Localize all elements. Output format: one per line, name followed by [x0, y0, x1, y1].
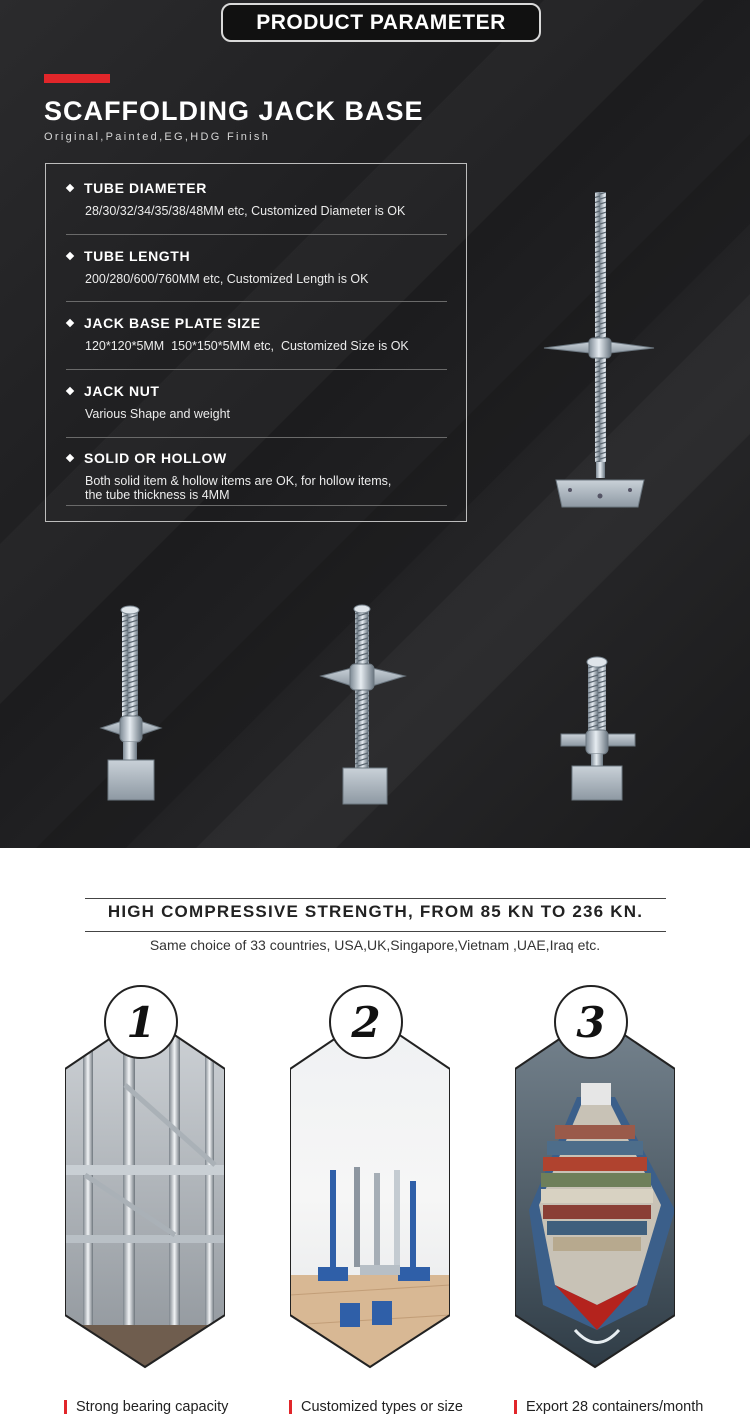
hollow-jack-base-image — [98, 604, 164, 804]
jack-base-image — [540, 190, 660, 510]
diamond-bullet-icon — [66, 319, 74, 327]
feature-card-3 — [515, 985, 675, 1370]
step-number-badge: 2 — [329, 985, 403, 1059]
spec-item — [66, 248, 446, 286]
caption-marker — [289, 1400, 292, 1414]
feature-card-1 — [65, 985, 225, 1370]
spec-text: Both solid item & hollow items are OK, for hollow items, — [85, 474, 392, 488]
product-title: SCAFFOLDING JACK BASE — [44, 96, 424, 126]
caption-text: Customized types or size — [301, 1399, 463, 1415]
caption-marker — [514, 1400, 517, 1414]
divider — [85, 931, 666, 932]
divider — [66, 505, 447, 506]
diamond-bullet-icon — [66, 184, 74, 192]
feature-card-2 — [290, 985, 450, 1370]
spec-text: 120*120*5MM 150*150*5MM etc, Customized Size is OK — [85, 339, 409, 353]
spec-item — [66, 315, 446, 353]
spec-heading: TUBE DIAMETER — [84, 180, 207, 196]
spec-heading: JACK NUT — [84, 383, 160, 399]
section-banner: PRODUCT PARAMETER — [221, 3, 541, 42]
feature-caption-2 — [289, 1399, 463, 1415]
diamond-bullet-icon — [66, 252, 74, 260]
feature-caption-3 — [514, 1399, 703, 1415]
diamond-bullet-icon — [66, 454, 74, 462]
caption-text: Strong bearing capacity — [76, 1399, 229, 1415]
step-number-badge: 3 — [554, 985, 628, 1059]
divider — [85, 898, 666, 899]
diamond-bullet-icon — [66, 387, 74, 395]
divider — [66, 437, 447, 438]
spec-list — [45, 163, 467, 522]
strength-subline: Same choice of 33 countries, USA,UK,Singapore,Vietnam ,UAE,Iraq etc. — [149, 937, 601, 953]
accent-bar — [44, 74, 110, 83]
spec-heading: SOLID OR HOLLOW — [84, 450, 227, 466]
spec-heading: JACK BASE PLATE SIZE — [84, 315, 261, 331]
feature-caption-1 — [64, 1399, 228, 1415]
divider — [66, 369, 447, 370]
spec-text: the tube thickness is 4MM — [85, 488, 230, 502]
spec-text: 28/30/32/34/35/38/48MM etc, Customized Diameter is OK — [85, 204, 406, 218]
divider — [66, 301, 447, 302]
spec-item — [66, 180, 446, 218]
spec-text: Various Shape and weight — [85, 407, 231, 421]
short-jack-base-image — [558, 654, 638, 804]
divider — [66, 234, 447, 235]
step-number-badge: 1 — [104, 985, 178, 1059]
product-subtitle: Original,Painted,EG,HDG Finish — [44, 131, 271, 143]
spec-heading: TUBE LENGTH — [84, 248, 191, 264]
solid-jack-base-image — [318, 602, 408, 807]
caption-text: Export 28 containers/month — [526, 1399, 704, 1415]
spec-item — [66, 383, 446, 421]
strength-headline: HIGH COMPRESSIVE STRENGTH, FROM 85 KN TO 236 KN. — [107, 902, 644, 921]
caption-marker — [64, 1400, 67, 1414]
spec-text: 200/280/600/760MM etc, Customized Length is OK — [85, 272, 369, 286]
spec-item — [66, 450, 446, 502]
